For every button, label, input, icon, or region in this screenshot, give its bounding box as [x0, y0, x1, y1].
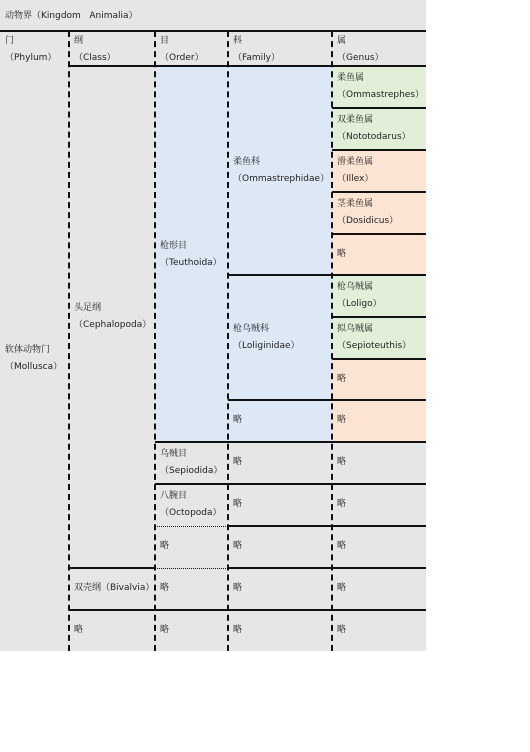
genus-omitted: [332, 359, 426, 400]
order-cn: 八腕目: [160, 491, 188, 501]
header-genus-en: （Genus）: [337, 53, 384, 63]
order-sepiodida: [155, 442, 228, 484]
family-omitted: [228, 568, 332, 610]
genus-loligo: [332, 275, 426, 317]
class-en: （Cephalopoda）: [74, 320, 152, 330]
family-cn: 柔鱼科: [233, 157, 261, 167]
genus-ommastrephes: [332, 66, 426, 108]
genus-en: （Sepioteuthis）: [337, 341, 412, 351]
rule-class: [69, 609, 426, 611]
family-cn: 枪乌贼科: [233, 324, 270, 334]
class-cn: 头足纲: [74, 303, 102, 313]
header-family: [228, 31, 332, 66]
genus-omitted: [332, 526, 426, 568]
genus-cn: 略: [337, 374, 347, 384]
order-cn: 乌贼目: [160, 449, 188, 459]
family-cn: 略: [233, 625, 243, 635]
genus-cn: 枪乌贼属: [337, 282, 374, 292]
phylum-en: （Mollusca）: [5, 362, 63, 372]
family-omitted: [228, 400, 332, 442]
family-cn: 略: [233, 457, 243, 467]
genus-cn: 柔鱼属: [337, 73, 365, 83]
header-order-en: （Order）: [160, 53, 204, 63]
header-phylum: [0, 31, 69, 66]
header-order: [155, 31, 228, 66]
rule-genus: [332, 358, 426, 360]
genus-omitted: [332, 234, 426, 275]
class-cn: 略: [74, 625, 84, 635]
rule-family: [228, 399, 426, 401]
header-class: [69, 31, 155, 66]
genus-cn: 略: [337, 583, 347, 593]
family-omitted: [228, 484, 332, 526]
rule-order: [155, 441, 426, 443]
rule-header-bottom: [69, 65, 426, 67]
genus-cn: 略: [337, 541, 347, 551]
genus-omitted: [332, 568, 426, 610]
order-octopoda: [155, 484, 228, 526]
family-loliginidae: [228, 275, 332, 400]
family-omitted: [228, 442, 332, 484]
genus-en: （Ommastrephes）: [337, 90, 425, 100]
genus-omitted: [332, 484, 426, 526]
order-omitted: [155, 610, 228, 651]
genus-cn: 略: [337, 499, 347, 509]
family-omitted: [228, 526, 332, 568]
header-family-en: （Family）: [233, 53, 280, 63]
genus-omitted: [332, 442, 426, 484]
order-omitted: [155, 568, 228, 610]
family-ommastrephidae: [228, 66, 332, 275]
rule-class: [69, 567, 155, 569]
genus-cn: 略: [337, 249, 347, 259]
genus-omitted: [332, 400, 426, 442]
rule-vertical: [227, 31, 229, 651]
header-class-en: （Class）: [74, 53, 116, 63]
genus-cn: 双柔鱼属: [337, 115, 374, 125]
genus-en: （Dosidicus）: [337, 216, 399, 226]
rule-genus: [332, 191, 426, 193]
genus-en: （Nototodarus）: [337, 132, 411, 142]
genus-sepioteuthis: [332, 317, 426, 359]
genus-cn: 滑柔鱼属: [337, 157, 374, 167]
rule-order-dotted: [155, 568, 228, 569]
phylum-cn: 软体动物门: [5, 345, 51, 355]
rule-family: [228, 567, 426, 569]
class-omitted: [69, 610, 155, 651]
order-cn: 枪形目: [160, 241, 188, 251]
genus-dosidicus: [332, 192, 426, 234]
rule-genus: [332, 149, 426, 151]
rule-genus: [332, 233, 426, 235]
class-cephalopoda: [69, 66, 155, 568]
header-genus: [332, 31, 426, 66]
rule-vertical: [331, 31, 333, 651]
genus-omitted: [332, 610, 426, 651]
kingdom-title: 动物界（Kingdom Animalia）: [0, 0, 426, 31]
order-cn: 略: [160, 541, 170, 551]
rule-vertical: [154, 31, 156, 651]
family-en: （Ommastrephidae）: [233, 174, 330, 184]
rule-genus: [332, 316, 426, 318]
order-en: （Sepiodida）: [160, 466, 223, 476]
rule-genus: [332, 107, 426, 109]
header-family-cn: 科: [233, 36, 243, 46]
rule-family: [228, 274, 426, 276]
genus-en: （Illex）: [337, 174, 374, 184]
rule-vertical: [68, 31, 70, 651]
genus-cn: 茎柔鱼属: [337, 199, 374, 209]
genus-nototodarus: [332, 108, 426, 150]
phylum-cell: [0, 66, 69, 651]
order-en: （Teuthoida）: [160, 258, 222, 268]
rule-family: [228, 525, 426, 527]
order-teuthoida: [155, 66, 228, 442]
family-omitted: [228, 610, 332, 651]
genus-cn: 略: [337, 415, 347, 425]
genus-en: （Loligo）: [337, 299, 382, 309]
header-phylum-cn: 门: [5, 36, 15, 46]
header-genus-cn: 属: [337, 36, 347, 46]
rule-header-top: [0, 30, 426, 32]
genus-cn: 略: [337, 457, 347, 467]
genus-cn: 拟乌贼属: [337, 324, 374, 334]
family-cn: 略: [233, 541, 243, 551]
order-cn: 略: [160, 583, 170, 593]
class-cn: 双壳纲（Bivalvia）: [74, 583, 155, 593]
order-omitted: [155, 526, 228, 568]
header-class-cn: 纲: [74, 36, 84, 46]
header-order-cn: 目: [160, 36, 170, 46]
family-cn: 略: [233, 583, 243, 593]
family-en: （Loliginidae）: [233, 341, 300, 351]
order-cn: 略: [160, 625, 170, 635]
class-bivalvia: [69, 568, 155, 610]
genus-cn: 略: [337, 625, 347, 635]
order-en: （Octopoda）: [160, 508, 222, 518]
genus-illex: [332, 150, 426, 192]
family-cn: 略: [233, 415, 243, 425]
header-phylum-en: （Phylum）: [5, 53, 57, 63]
family-cn: 略: [233, 499, 243, 509]
rule-order: [155, 483, 426, 485]
rule-order-dotted: [155, 526, 228, 527]
